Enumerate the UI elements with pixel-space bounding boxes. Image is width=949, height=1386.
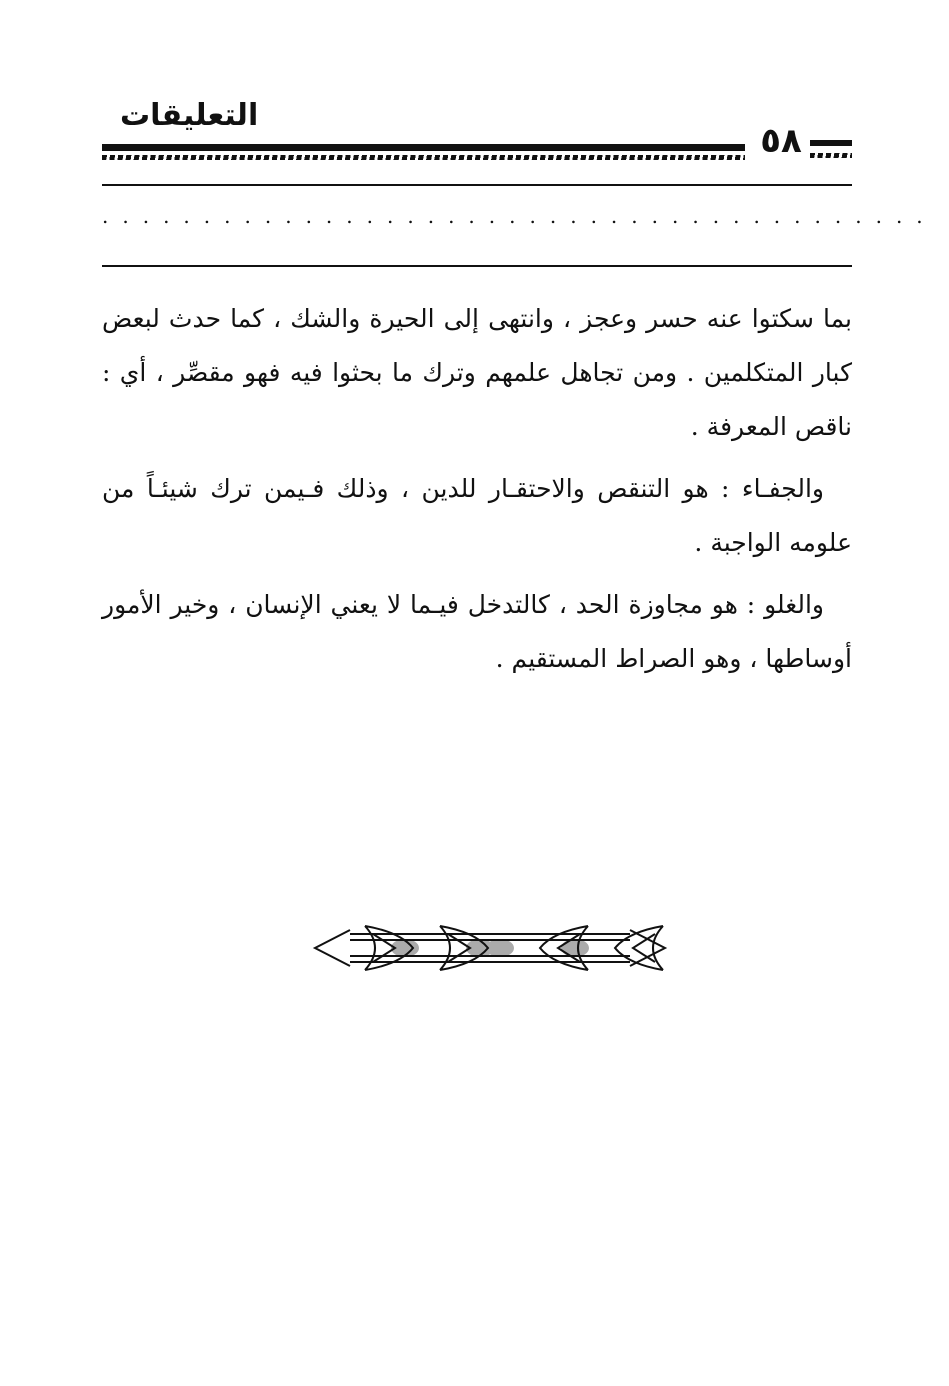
header-rule-dashed-right (810, 153, 852, 158)
separator-line-top (102, 184, 852, 186)
dotted-separator: ......................................... (102, 204, 937, 228)
paragraph-2: والجفـاء : هو التنقص والاحتقـار للدين ، وذلك فـيمن ترك شيئـاً من علومه الواجبة . (102, 474, 852, 557)
paragraph-1: بما سكتوا عنه حسر وعجز ، وانتهى إلى الحيرة والشك ، كما حدث لبعض كبار المتكلمين . ومن تجاهل علمهم وترك ما بحثوا فيه فهو مقصِّر ، أي : ناقص المعرفة . (102, 304, 852, 441)
header-rule-thick-right (810, 140, 852, 146)
paragraph-3: والغلو : هو مجاوزة الحد ، كالتدخل فيـما لا يعني الإنسان ، وخير الأمور أوساطها ، وهو الصراط المستقيم . (102, 590, 852, 673)
decorative-ornament-icon (310, 912, 670, 984)
header-rule-thick-left (102, 144, 745, 151)
body-text (102, 292, 852, 694)
separator-line-bottom (102, 265, 852, 267)
running-header-title: التعليقات (120, 98, 259, 133)
page-number: ٥٨ (760, 121, 802, 161)
header-rule-dashed-left (102, 155, 745, 160)
